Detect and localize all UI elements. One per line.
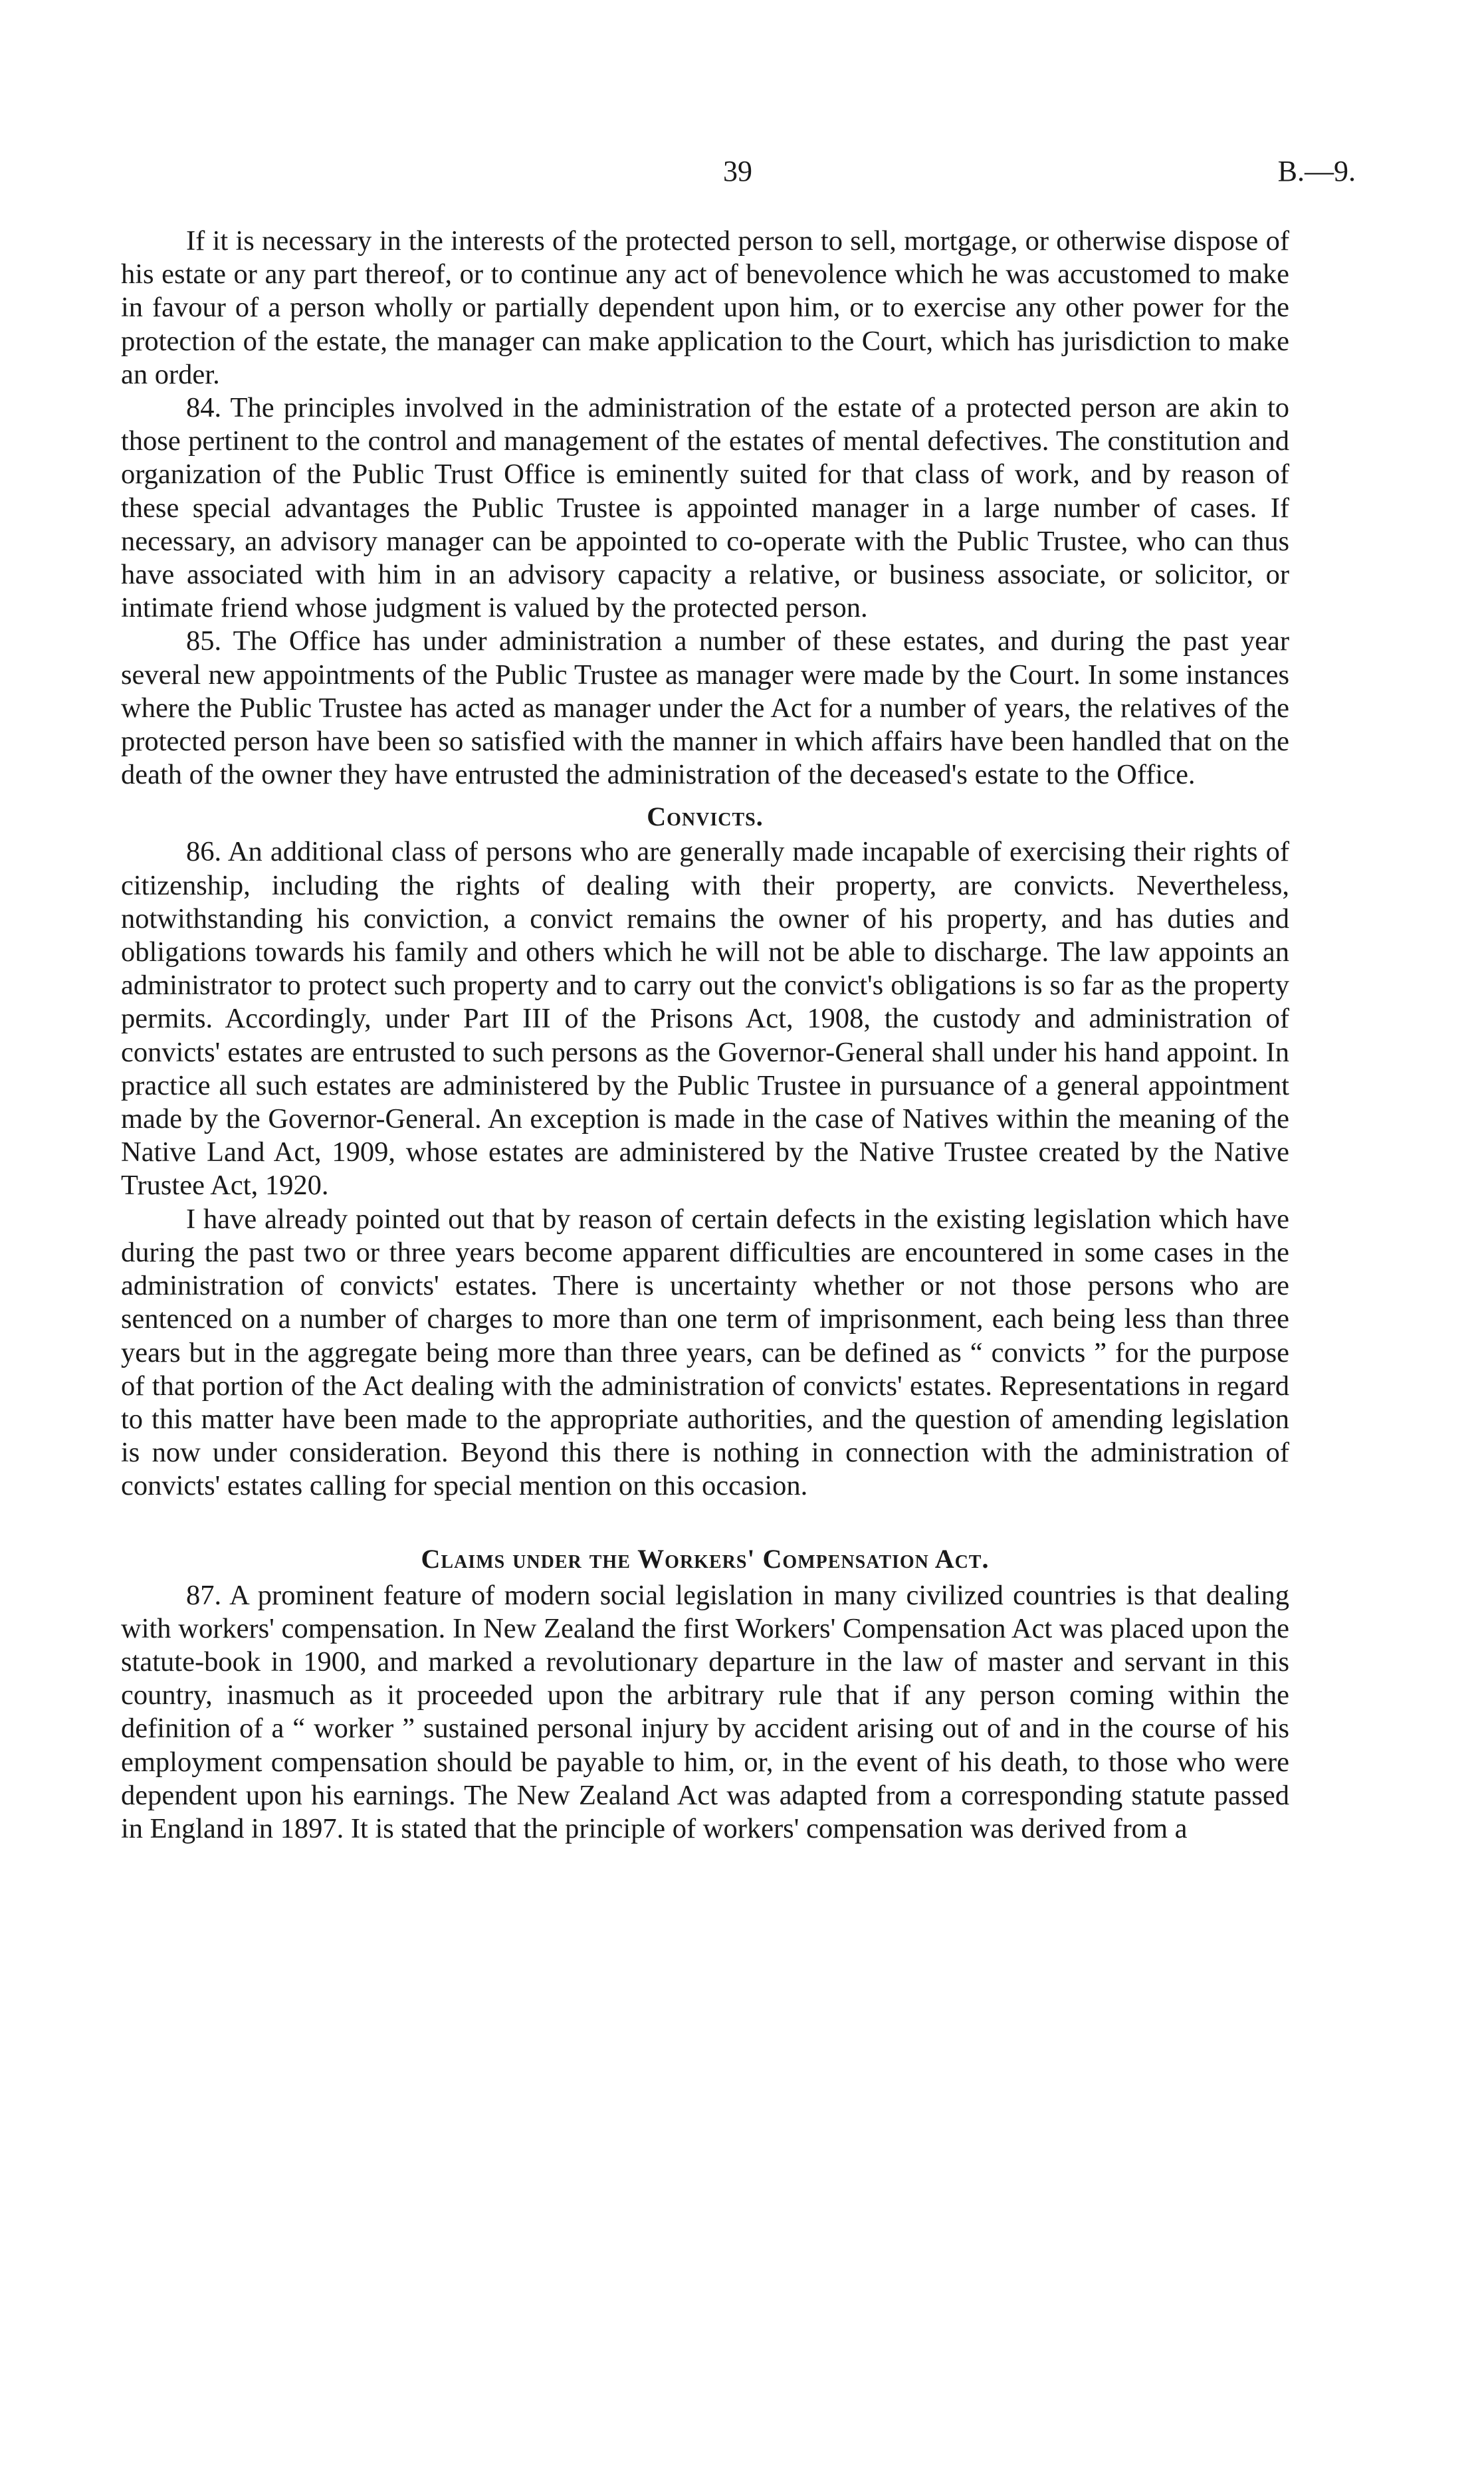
- paragraph-85: 85. The Office has under administration a number of these estates, and during the past year several new appointments of the Public Trustee as manager were made by the Court. In some instances where the Public Trustee has acted as manager under the Act for a number of years, the relatives of the protected person have been so satisfied with the manner in which affairs have been handled that on the death of the owner they have entrusted the administration of the deceased's estate to the Office.: [121, 625, 1289, 791]
- paragraph-86: 86. An additional class of persons who are generally made incapable of exercising their rights of citizenship, including the rights of dealing with their property, are convicts. Nevertheless, notwithstanding his conviction, a convict remains the owner of his property, and has duties and obligations towards his family and others which he will not be able to discharge. The law appoints an administrator to protect such property and to carry out the convict's obligations is so far as the property permits. Accordingly, under Part III of the Prisons Act, 1908, the custody and administration of convicts' estates are entrusted to such persons as the Governor-General shall under his hand appoint. In practice all such estates are administered by the Public Trustee in pursuance of a general appointment made by the Governor-General. An exception is made in the case of Natives within the meaning of the Native Land Act, 1909, whose estates are administered by the Native Trustee created by the Native Trustee Act, 1920.: [121, 836, 1289, 1202]
- paragraph-87: 87. A prominent feature of modern social legislation in many civilized countries is that dealing with workers' compensation. In New Zealand the first Workers' Compensation Act was placed upon the statute-book in 1900, and marked a revolutionary departure in the law of master and servant in this country, inasmuch as it proceeded upon the arbitrary rule that if any person coming within the definition of a “ worker ” sustained personal injury by accident arising out of and in the course of his employment compensation should be payable to him, or, in the event of his death, to those who were dependent upon his earnings. The New Zealand Act was adapted from a corresponding statute passed in England in 1897. It is stated that the principle of workers' compensation was derived from a: [121, 1579, 1289, 1844]
- body-text: [121, 225, 1289, 1846]
- page-header: [120, 152, 1356, 191]
- section-heading-workers-compensation: Claims under the Workers' Compensation Act.: [421, 1543, 990, 1574]
- paragraph-84: 84. The principles involved in the administration of the estate of a protected person are akin to those pertinent to the control and management of the estates of mental defectives. The constitution and organization of the Public Trust Office is eminently suited for that class of work, and by reason of these special advantages the Public Trustee is appointed manager in a large number of cases. If necessary, an advisory manager can be appointed to co-operate with the Public Trustee, who can thus have associated with him in an advisory capacity a relative, or business associate, or solicitor, or intimate friend whose judgment is valued by the protected person.: [121, 392, 1289, 624]
- document-reference: B.—9.: [1277, 155, 1356, 187]
- page-number: 39: [723, 155, 752, 187]
- paragraph-protected-person-powers: If it is necessary in the interests of the protected person to sell, mortgage, or otherwise dispose of his estate or any part thereof, or to continue any act of benevolence which he was accustomed to make in favour of a person wholly or partially dependent upon him, or to exercise any other power for the protection of the estate, the manager can make application to the Court, which has jurisdiction to make an order.: [121, 225, 1289, 390]
- paragraph-convicts-legislation: I have already pointed out that by reason of certain defects in the existing legislation which have during the past two or three years become apparent difficulties are encountered in some cases in the administration of convicts' estates. There is uncertainty whether or not those persons who are sentenced on a number of charges to more than one term of imprisonment, each being less than three years but in the aggregate being more than three years, can be defined as “ convicts ” for the purpose of that portion of the Act dealing with the administration of convicts' estates. Representations in regard to this matter have been made to the appropriate authorities, and the question of amending legislation is now under consideration. Beyond this there is nothing in connection with the administration of convicts' estates calling for special mention on this occasion.: [121, 1203, 1289, 1502]
- section-heading-convicts: Convicts.: [647, 802, 764, 832]
